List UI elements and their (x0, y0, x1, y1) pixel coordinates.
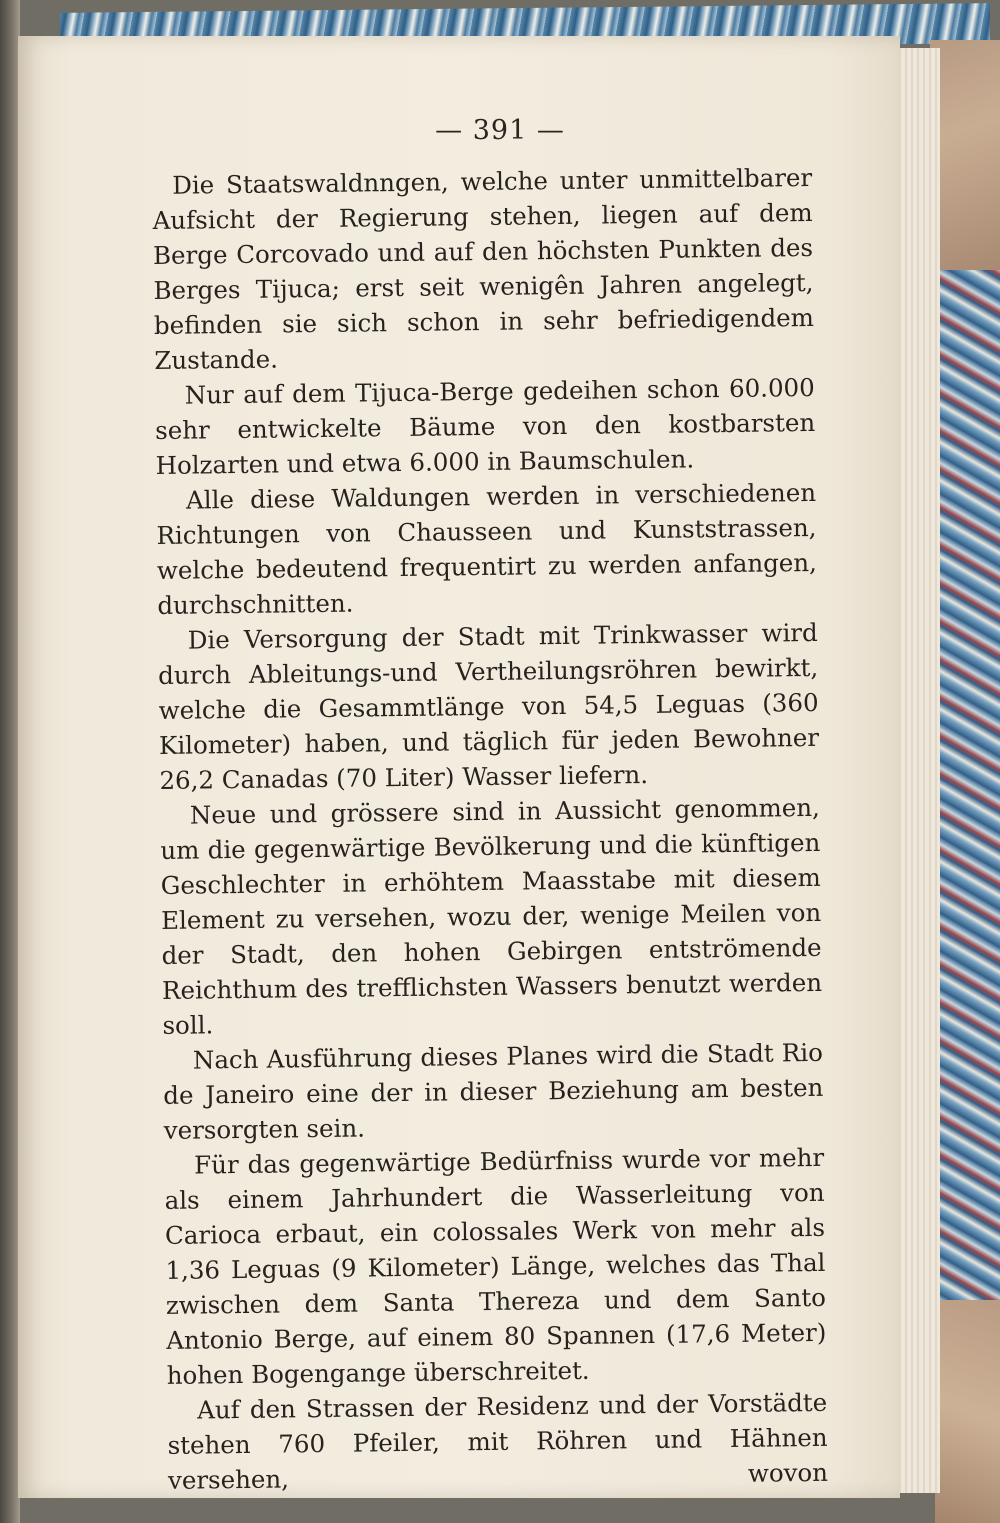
paragraph: Die Versorgung der Stadt mit Trinkwasser wird durch Ableitungs-und Vertheilungsröhren bewirkt, welche die Gesammtlänge von 54,5 Leguas (360 Kilometer) haben, und täglich für jeden Bewohner 26,2 Canadas (70 Liter) Wasser liefern. (158, 617, 820, 795)
paragraph: Die Staatswaldnngen, welche unter unmittelbarer Aufsicht der Regierung stehen, liegen auf dem Berge Corcovado und auf den höchsten Punkten des Berges Tijuca; erst seit wenigên Jahren angelegt, befinden sie sich schon in sehr befriedigendem Zustande. (152, 162, 815, 375)
binding-edge (0, 0, 20, 1523)
paragraph: Alle diese Waldungen werden in verschiedenen Richtungen von Chausseen und Kunststrassen, welche bedeutend frequentirt zu werden anfangen, durchschnitten. (156, 477, 818, 620)
paragraph: Für das gegenwärtige Bedürfniss wurde vor mehr als einem Jahrhundert die Wasserleitung von Carioca erbaut, ein colossales Werk von mehr als 1,36 Leguas (9 Kilometer) Länge, welches das Thal zwischen dem Santa Thereza und dem Santo Antonio Berge, auf einem 80 Spannen (17,6 Meter) hohen Bogengange überschreitet. (164, 1142, 827, 1390)
page-number: — 391 — (435, 115, 565, 146)
cover-corner-bottom (935, 1300, 1000, 1523)
cover-corner-top (930, 40, 1000, 270)
paragraph: Neue und grössere sind in Aussicht genommen, um die gegenwärtige Bevölkerung und die künftigen Geschlechter in erhöhtem Maasstabe mit diesem Element zu versehen, wozu der, wenige Meilen von der Stadt, den hohen Gebirgen entströmende Reichthum des trefflichsten Wassers benutzt werden soll. (160, 792, 823, 1040)
paragraph: Nach Ausführung dieses Planes wird die Stadt Rio de Janeiro eine der in dieser Beziehung am besten versorgten sein. (163, 1037, 824, 1145)
body-text (152, 160, 828, 1498)
page-block-edges (895, 48, 940, 1493)
paragraph: Auf den Strassen der Residenz und der Vorstädte stehen 760 Pfeiler, mit Röhren und Hähnen versehen, wovon (167, 1387, 829, 1495)
paragraph: Nur auf dem Tijuca-Berge gedeihen schon 60.000 sehr entwickelte Bäume von den kostbarsten Holzarten und etwa 6.000 in Baumschulen. (155, 372, 816, 480)
